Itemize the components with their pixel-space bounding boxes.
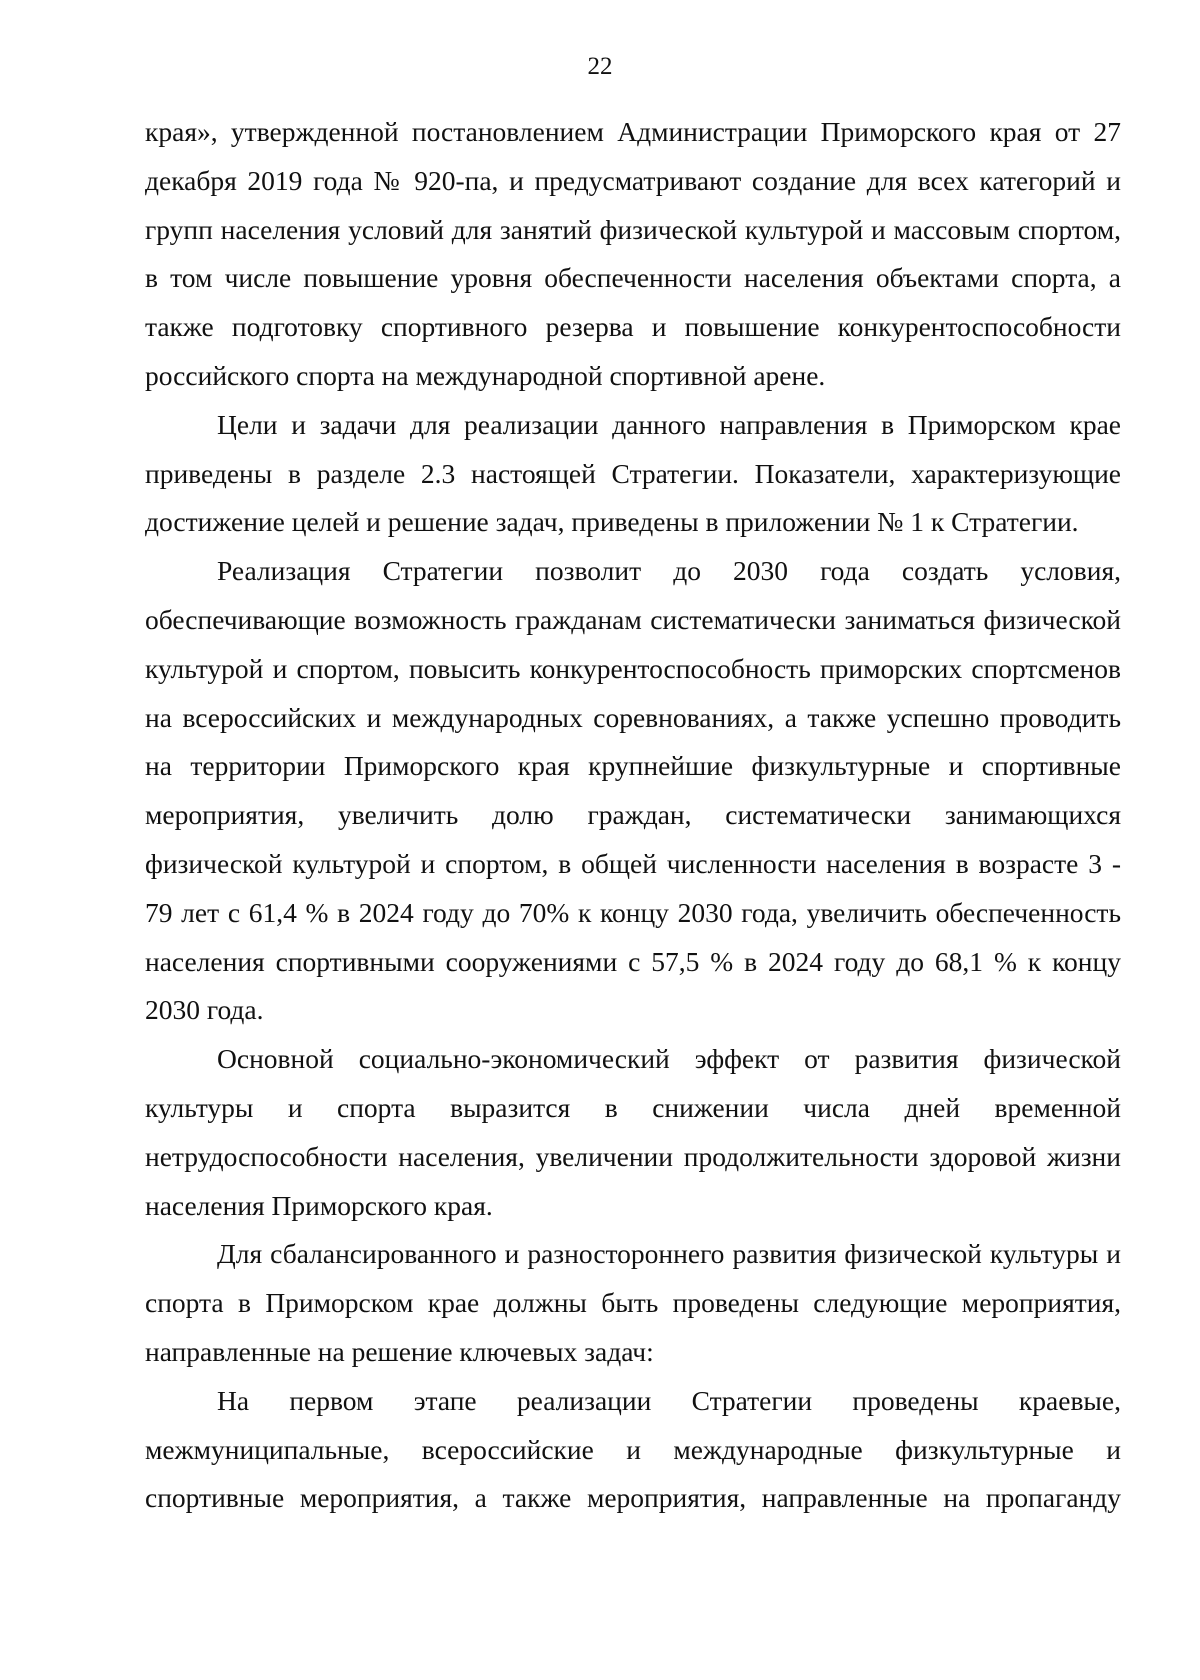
paragraph-6: На первом этапе реализации Стратегии проведены краевые, межмуниципальные, всероссийские и международные физкультурные и спортивные мероприятия, а также мероприятия, направленные на пропаганду bbox=[145, 1384, 1121, 1514]
paragraph-3: Реализация Стратегии позволит до 2030 года создать условия, обеспечивающие возможность гражданам систематически заниматься физической культурой и спортом, повысить конкурентоспособность приморских спортсменов на всероссийских и международных соревнованиях, а также успешно проводить на территории Приморского края крупнейшие физкультурные и спортивные мероприятия, увеличить долю граждан, систематически занимающихся физической культурой и спортом, в общей численности населения в возрасте 3 - 79 лет с 61,4 % в 2024 году до 70% к концу 2030 года, увеличить обеспеченность населения спортивными сооружениями с 57,5 % в 2024 году до 68,1 % к концу 2030 года. bbox=[145, 555, 1121, 1026]
document-body bbox=[145, 108, 1121, 1523]
page-number: 22 bbox=[587, 53, 613, 80]
paragraph-4: Основной социально-экономический эффект от развития физической культуры и спорта выразится в снижении числа дней временной нетрудоспособности населения, увеличении продолжительности здоровой жизни населения Приморского края. bbox=[145, 1043, 1121, 1221]
paragraph-1: края», утвержденной постановлением Администрации Приморского края от 27 декабря 2019 года № 920-па, и предусматривают создание для всех категорий и групп населения условий для занятий физической культурой и массовым спортом, в том числе повышение уровня обеспеченности населения объектами спорта, а также подготовку спортивного резерва и повышение конкурентоспособности российского спорта на международной спортивной арене. bbox=[145, 116, 1121, 391]
paragraph-5: Для сбалансированного и разностороннего развития физической культуры и спорта в Приморском крае должны быть проведены следующие мероприятия, направленные на решение ключевых задач: bbox=[145, 1238, 1121, 1367]
paragraph-2: Цели и задачи для реализации данного направления в Приморском крае приведены в разделе 2.3 настоящей Стратегии. Показатели, характеризующие достижение целей и решение задач, приведены в приложении № 1 к Стратегии. bbox=[145, 408, 1121, 538]
